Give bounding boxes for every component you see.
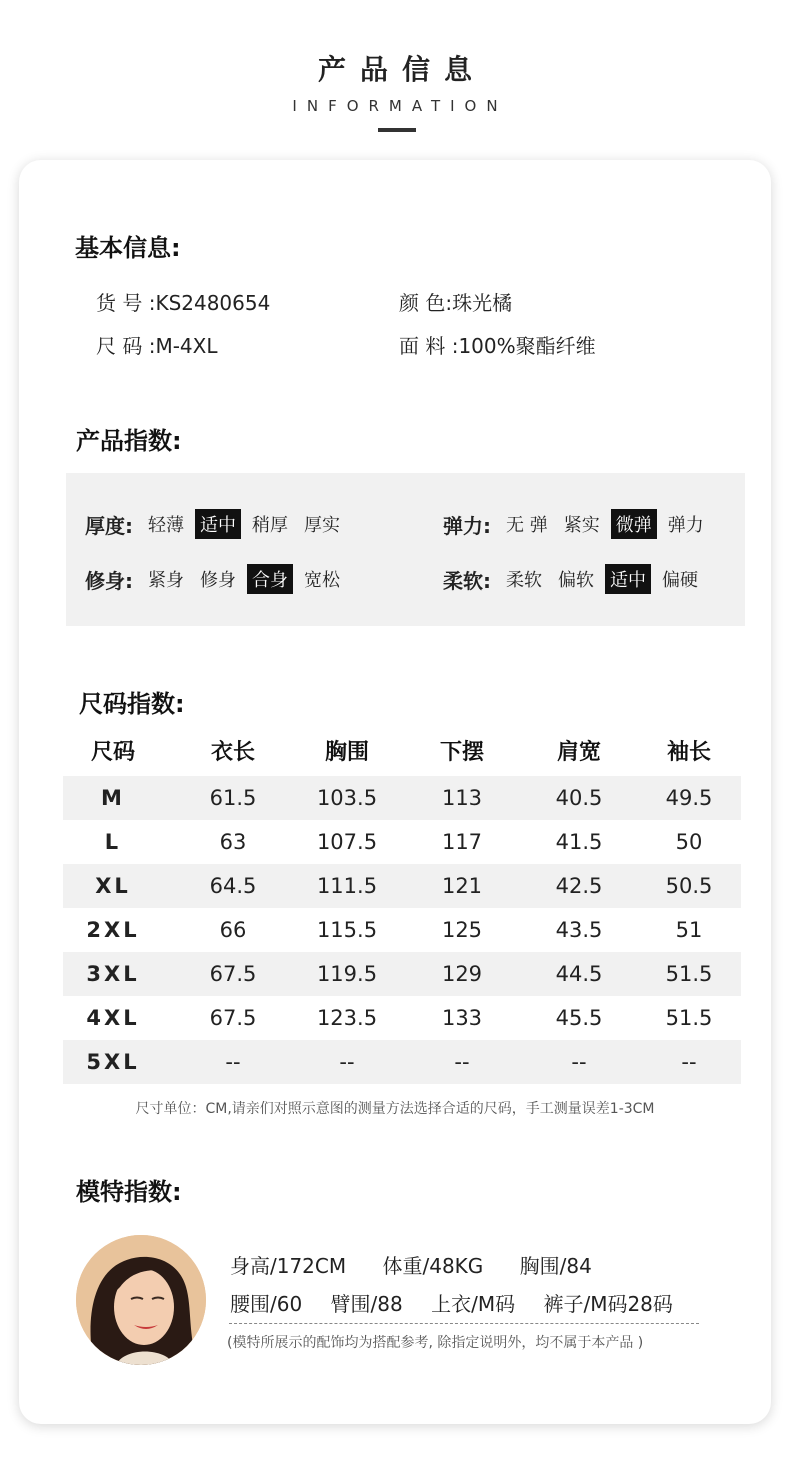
basic-info-title: 基本信息: (75, 234, 181, 262)
thickness-label: 厚度: (85, 513, 133, 538)
column-header: 胸围 (324, 739, 369, 765)
table-cell: 41.5 (555, 830, 603, 854)
product-index-title: 产品指数: (76, 427, 182, 455)
table-row (63, 996, 741, 1040)
table-cell: 43.5 (555, 918, 603, 942)
table-header-row (63, 724, 741, 776)
table-cell: 115.5 (316, 918, 378, 942)
table-cell: 63 (219, 830, 247, 854)
table-row (63, 820, 741, 864)
table-cell: -- (339, 1050, 355, 1074)
table-cell: 44.5 (555, 962, 603, 986)
table-cell: 103.5 (316, 786, 378, 810)
table-cell: -- (571, 1050, 587, 1074)
elasticity-option: 无 弹 (506, 515, 548, 536)
softness-option-selected: 适中 (605, 564, 651, 594)
title-underline (378, 128, 416, 132)
fit-row (85, 564, 351, 594)
model-portrait-icon (76, 1235, 206, 1365)
model-waist: 腰围/60 (230, 1292, 303, 1316)
elasticity-label: 弹力: (443, 513, 491, 538)
fabric-field: 面 料 :100%聚酯纤维 (399, 334, 596, 358)
fit-option: 紧身 (148, 570, 184, 591)
elasticity-option: 紧实 (563, 515, 600, 536)
table-cell: 51.5 (665, 962, 713, 986)
color-field: 颜 色:珠光橘 (399, 291, 513, 315)
fit-option: 修身 (200, 570, 236, 591)
table-cell: 5XL (86, 1050, 140, 1074)
table-cell: M (101, 786, 125, 810)
table-cell: 42.5 (555, 874, 603, 898)
table-cell: 61.5 (209, 786, 257, 810)
table-cell: 4XL (86, 1006, 140, 1030)
table-row (63, 864, 741, 908)
column-header: 尺码 (90, 739, 135, 765)
table-cell: L (104, 830, 122, 854)
table-cell: 2XL (86, 918, 140, 942)
table-cell: -- (681, 1050, 697, 1074)
table-cell: 45.5 (555, 1006, 603, 1030)
table-cell: 113 (441, 786, 483, 810)
table-cell: XL (95, 874, 131, 898)
table-cell: 125 (441, 918, 483, 942)
table-cell: 67.5 (209, 962, 257, 986)
thickness-option-selected: 适中 (195, 509, 241, 539)
softness-option: 柔软 (506, 570, 542, 591)
softness-option: 偏硬 (662, 570, 698, 591)
model-disclaimer: (模特所展示的配饰均为搭配参考, 除指定说明外，均不属于本产品 ) (227, 1335, 644, 1351)
thickness-option: 厚实 (304, 515, 340, 536)
column-header: 衣长 (210, 739, 255, 765)
thickness-option: 稍厚 (252, 515, 288, 536)
softness-option: 偏软 (558, 570, 594, 591)
table-cell: 66 (219, 918, 247, 942)
model-arm: 臂围/88 (330, 1292, 403, 1316)
table-cell: 50.5 (665, 874, 713, 898)
fit-option: 宽松 (304, 570, 340, 591)
model-stats-row-1 (230, 1250, 622, 1279)
table-cell: 129 (441, 962, 483, 986)
table-cell: 133 (441, 1006, 483, 1030)
table-cell: 67.5 (209, 1006, 257, 1030)
column-header: 下摆 (439, 739, 484, 765)
table-cell: 51 (675, 918, 703, 942)
thickness-row (85, 509, 351, 539)
table-cell: 121 (441, 874, 483, 898)
page-header (0, 0, 790, 160)
model-weight: 体重/48KG (382, 1254, 484, 1278)
table-cell: 119.5 (316, 962, 378, 986)
thickness-option: 轻薄 (148, 515, 184, 536)
sku-field: 货 号 :KS2480654 (96, 291, 271, 315)
model-index-title: 模特指数: (76, 1178, 182, 1206)
softness-row (443, 564, 709, 594)
table-row (63, 1040, 741, 1084)
model-bust: 胸围/84 (519, 1254, 592, 1278)
fit-label: 修身: (85, 568, 133, 593)
table-cell: 117 (441, 830, 483, 854)
model-pants-size: 裤子/M码28码 (543, 1292, 673, 1316)
table-cell: 123.5 (316, 1006, 378, 1030)
size-table (63, 724, 741, 1084)
elasticity-row (443, 509, 715, 539)
table-cell: 3XL (86, 962, 140, 986)
table-cell: -- (454, 1050, 470, 1074)
size-range-field: 尺 码 :M-4XL (96, 334, 218, 358)
table-row (63, 952, 741, 996)
table-cell: 64.5 (209, 874, 257, 898)
table-cell: 49.5 (665, 786, 713, 810)
product-index-panel (66, 473, 745, 626)
model-stats-row-2 (230, 1288, 673, 1317)
table-row (63, 908, 741, 952)
model-avatar (76, 1235, 206, 1365)
column-header: 肩宽 (556, 739, 601, 765)
fit-option-selected: 合身 (247, 564, 293, 594)
measurement-note: 尺寸单位：CM,请亲们对照示意图的测量方法选择合适的尺码，手工测量误差1-3CM (135, 1101, 655, 1117)
table-cell: 111.5 (316, 874, 378, 898)
table-cell: 107.5 (316, 830, 378, 854)
table-cell: 50 (675, 830, 703, 854)
table-row (63, 776, 741, 820)
page-title: 产品信息 (317, 53, 486, 86)
dashed-divider (229, 1323, 699, 1324)
info-card (19, 160, 771, 1424)
column-header: 袖长 (666, 739, 711, 765)
table-cell: 40.5 (555, 786, 603, 810)
size-index-title: 尺码指数: (79, 690, 185, 718)
table-cell: -- (225, 1050, 241, 1074)
model-top-size: 上衣/M码 (431, 1292, 516, 1316)
model-height: 身高/172CM (230, 1254, 347, 1278)
page-subtitle: INFORMATION (292, 97, 508, 115)
elasticity-option: 弹力 (667, 515, 704, 536)
table-cell: 51.5 (665, 1006, 713, 1030)
softness-label: 柔软: (443, 568, 491, 593)
elasticity-option-selected: 微弹 (611, 509, 657, 539)
